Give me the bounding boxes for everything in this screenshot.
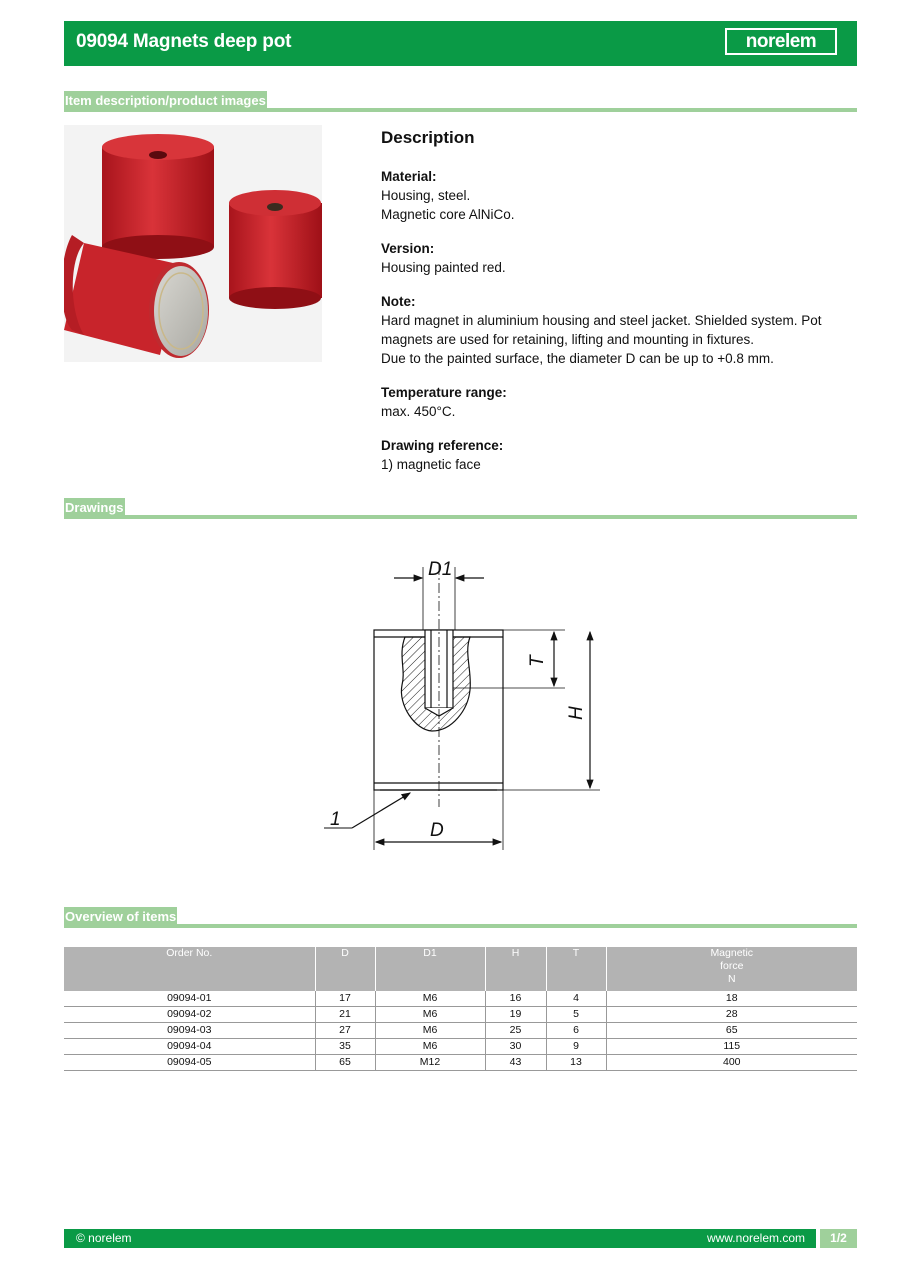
magnet-large-back bbox=[102, 134, 214, 259]
section-overview bbox=[64, 907, 857, 928]
drawing-reference-label: Drawing reference: bbox=[381, 438, 504, 453]
table-cell: M6 bbox=[375, 1023, 485, 1039]
label-d: D bbox=[430, 820, 444, 841]
website-link[interactable]: www.norelem.com bbox=[706, 1231, 805, 1245]
table-cell: 43 bbox=[485, 1055, 546, 1071]
table-cell: 400 bbox=[606, 1055, 857, 1071]
label-magnetic-face: 1 bbox=[330, 809, 341, 830]
note-block bbox=[381, 292, 857, 368]
page-title: 09094 Magnets deep pot bbox=[76, 31, 292, 52]
description-panel bbox=[381, 128, 857, 489]
table-cell: 16 bbox=[485, 991, 546, 1007]
temperature-block bbox=[381, 383, 857, 421]
table-cell: 35 bbox=[315, 1039, 375, 1055]
column-header: Magnetic force N bbox=[606, 947, 857, 991]
table-cell: 18 bbox=[606, 991, 857, 1007]
description-heading: Description bbox=[381, 128, 475, 147]
section-drawings bbox=[64, 498, 857, 519]
table-cell: M6 bbox=[375, 991, 485, 1007]
table-header-row bbox=[64, 947, 857, 991]
table-cell: 17 bbox=[315, 991, 375, 1007]
table-cell: 27 bbox=[315, 1023, 375, 1039]
table-cell: 115 bbox=[606, 1039, 857, 1055]
column-header: H bbox=[485, 947, 546, 991]
table-cell: 21 bbox=[315, 1007, 375, 1023]
copyright-text: © norelem bbox=[76, 1231, 132, 1245]
product-image bbox=[64, 125, 322, 362]
footer-bar bbox=[64, 1229, 816, 1248]
section-item-description bbox=[64, 91, 857, 112]
column-header: D1 bbox=[375, 947, 485, 991]
table-row bbox=[64, 991, 857, 1007]
table-cell: 19 bbox=[485, 1007, 546, 1023]
version-label: Version: bbox=[381, 241, 435, 256]
table-cell: M12 bbox=[375, 1055, 485, 1071]
table-cell: 25 bbox=[485, 1023, 546, 1039]
note-label: Note: bbox=[381, 294, 416, 309]
label-d1: D1 bbox=[428, 559, 453, 580]
table-row bbox=[64, 1007, 857, 1023]
table-row bbox=[64, 1039, 857, 1055]
section-title: Overview of items bbox=[65, 909, 177, 924]
table-cell: 28 bbox=[606, 1007, 857, 1023]
section-title: Drawings bbox=[65, 500, 124, 515]
column-header: D bbox=[315, 947, 375, 991]
label-h: H bbox=[566, 706, 587, 720]
drawing-reference-block bbox=[381, 436, 857, 474]
column-header: Order No. bbox=[64, 947, 315, 991]
material-block bbox=[381, 167, 857, 224]
table-cell: 6 bbox=[546, 1023, 606, 1039]
material-line: Magnetic core AlNiCo. bbox=[381, 207, 515, 222]
version-text: Housing painted red. bbox=[381, 260, 506, 275]
table-cell: 09094-05 bbox=[64, 1055, 315, 1071]
items-table bbox=[64, 947, 857, 1071]
table-cell: M6 bbox=[375, 1007, 485, 1023]
drawing-reference-text: 1) magnetic face bbox=[381, 457, 481, 472]
temperature-label: Temperature range: bbox=[381, 385, 507, 400]
note-line: Hard magnet in aluminium housing and steel jacket. Shielded system. Pot magnets are used for retaining, lifting and mounting in fixtures. bbox=[381, 313, 822, 347]
section-title: Item description/product images bbox=[65, 93, 266, 108]
note-line: Due to the painted surface, the diameter D can be up to +0.8 mm. bbox=[381, 351, 774, 366]
section-divider bbox=[64, 515, 857, 519]
column-header: T bbox=[546, 947, 606, 991]
section-divider bbox=[64, 108, 857, 112]
norelem-logo bbox=[725, 28, 837, 55]
table-row bbox=[64, 1023, 857, 1039]
table-cell: 5 bbox=[546, 1007, 606, 1023]
footer bbox=[64, 1229, 857, 1248]
temperature-text: max. 450°C. bbox=[381, 404, 456, 419]
table-cell: 65 bbox=[606, 1023, 857, 1039]
table-cell: 4 bbox=[546, 991, 606, 1007]
table-cell: 13 bbox=[546, 1055, 606, 1071]
header-bar bbox=[64, 21, 857, 66]
material-line: Housing, steel. bbox=[381, 188, 471, 203]
table-cell: 09094-02 bbox=[64, 1007, 315, 1023]
version-block bbox=[381, 239, 857, 277]
section-divider bbox=[64, 924, 857, 928]
table-cell: 09094-04 bbox=[64, 1039, 315, 1055]
table-cell: 65 bbox=[315, 1055, 375, 1071]
table-cell: 30 bbox=[485, 1039, 546, 1055]
logo-text: norelem bbox=[745, 31, 817, 52]
table-cell: M6 bbox=[375, 1039, 485, 1055]
magnet-small-right bbox=[229, 190, 322, 309]
technical-drawing bbox=[310, 545, 610, 865]
material-label: Material: bbox=[381, 169, 437, 184]
table-cell: 09094-03 bbox=[64, 1023, 315, 1039]
label-t: T bbox=[527, 655, 548, 667]
page-number: 1/2 bbox=[820, 1229, 857, 1248]
table-cell: 09094-01 bbox=[64, 991, 315, 1007]
table-cell: 9 bbox=[546, 1039, 606, 1055]
table-row bbox=[64, 1055, 857, 1071]
